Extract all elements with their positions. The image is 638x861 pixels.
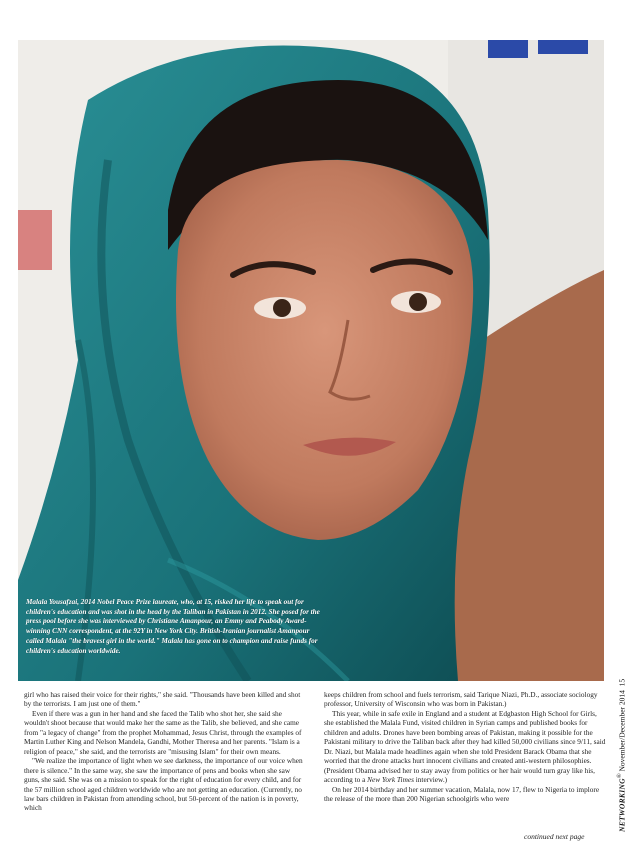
paragraph-text: This year, while in safe exile in England and a student at Edgbaston High School for Girls, she established the Malala Fund, visited children in Syrian camps and published books for children and adults. Drones have been bombing areas of Pakistan, making it possible for the Pakistani military to drive the Taliban back after they had killed 50,000 civilians since 9/11, said Dr. Niazi, but Malala made headlines again when she told President Barack Obama that she worried that the drone attacks hurt innocent civilians and created anti-western philosophies. (President Obama advised her to stay away from politics or her hair would turn gray like his, according to a [324, 708, 606, 785]
paragraph: girl who has raised their voice for their rights," she said. "Thousands have been killed and shot by the terrorists. I am just one of them." [24, 690, 301, 709]
paragraph: On her 2014 birthday and her summer vacation, Malala, now 17, flew to Nigeria to implore the release of the more than 200 Nigerian schoolgirls who were [324, 784, 600, 803]
paragraph: Even if there was a gun in her hand and she faced the Talib who shot her, she said she wouldn't shoot because that would make her the same as the Talib, she believed, and she came from "a legacy of change" from the prophet Mohammad, Jesus Christ, through the examples of Martin Luther King and Nelson Mandela, Gandhi, Mother Theresa and her parents. "Islam is a religion of peace," she said, and the terrorists are "misusing Islam" for their own means. [24, 708, 302, 756]
magazine-name: NETWORKING [617, 778, 627, 832]
article-column-right [324, 690, 607, 803]
paragraph: "We realize the importance of light when we see darkness, the importance of our voice when there is silence." In the same way, she saw the importance of pens and books when she saw guns, she said. She was on a mission to speak for the right of education for every child, and for the 57 million school aged children worldwide who are not getting an education. (Currently, no law bars children in Pakistan from attending school, but 50-percent of the nation is in poverty, which [24, 756, 303, 813]
page-number: 15 [617, 678, 627, 687]
portrait-illustration [18, 40, 604, 681]
paragraph-text: interview.) [413, 775, 448, 785]
photo-caption: Malala Yousafzai, 2014 Nobel Peace Prize laureate, who, at 15, risked her life to speak out for children's education and was shot in the head by the Taliban in Pakistan in 2012. She posed for the press pool before she was interviewed by Christiane Amanpour, an Emmy and Peabody Award-winning CNN correspondent, at the 92Y in New York City. British-Iranian journalist Amanpour called Malala "the bravest girl in the world." Malala has gone on to champion and raise funds for children's education worldwide. [26, 598, 320, 655]
paragraph: keeps children from school and fuels terrorism, said Tarique Niazi, Ph.D., associate sociology professor, University of Wisconsin who was born in Pakistan.) [324, 690, 598, 709]
publication-name: New York Times [367, 775, 414, 785]
article-column-left [24, 690, 307, 813]
paragraph [324, 709, 607, 785]
continued-note: continued next page [524, 832, 585, 841]
trademark-mark: ® [616, 773, 623, 779]
issue-date: November/December 2014 [617, 690, 627, 774]
running-head [616, 679, 627, 832]
portrait-photo [18, 40, 604, 681]
